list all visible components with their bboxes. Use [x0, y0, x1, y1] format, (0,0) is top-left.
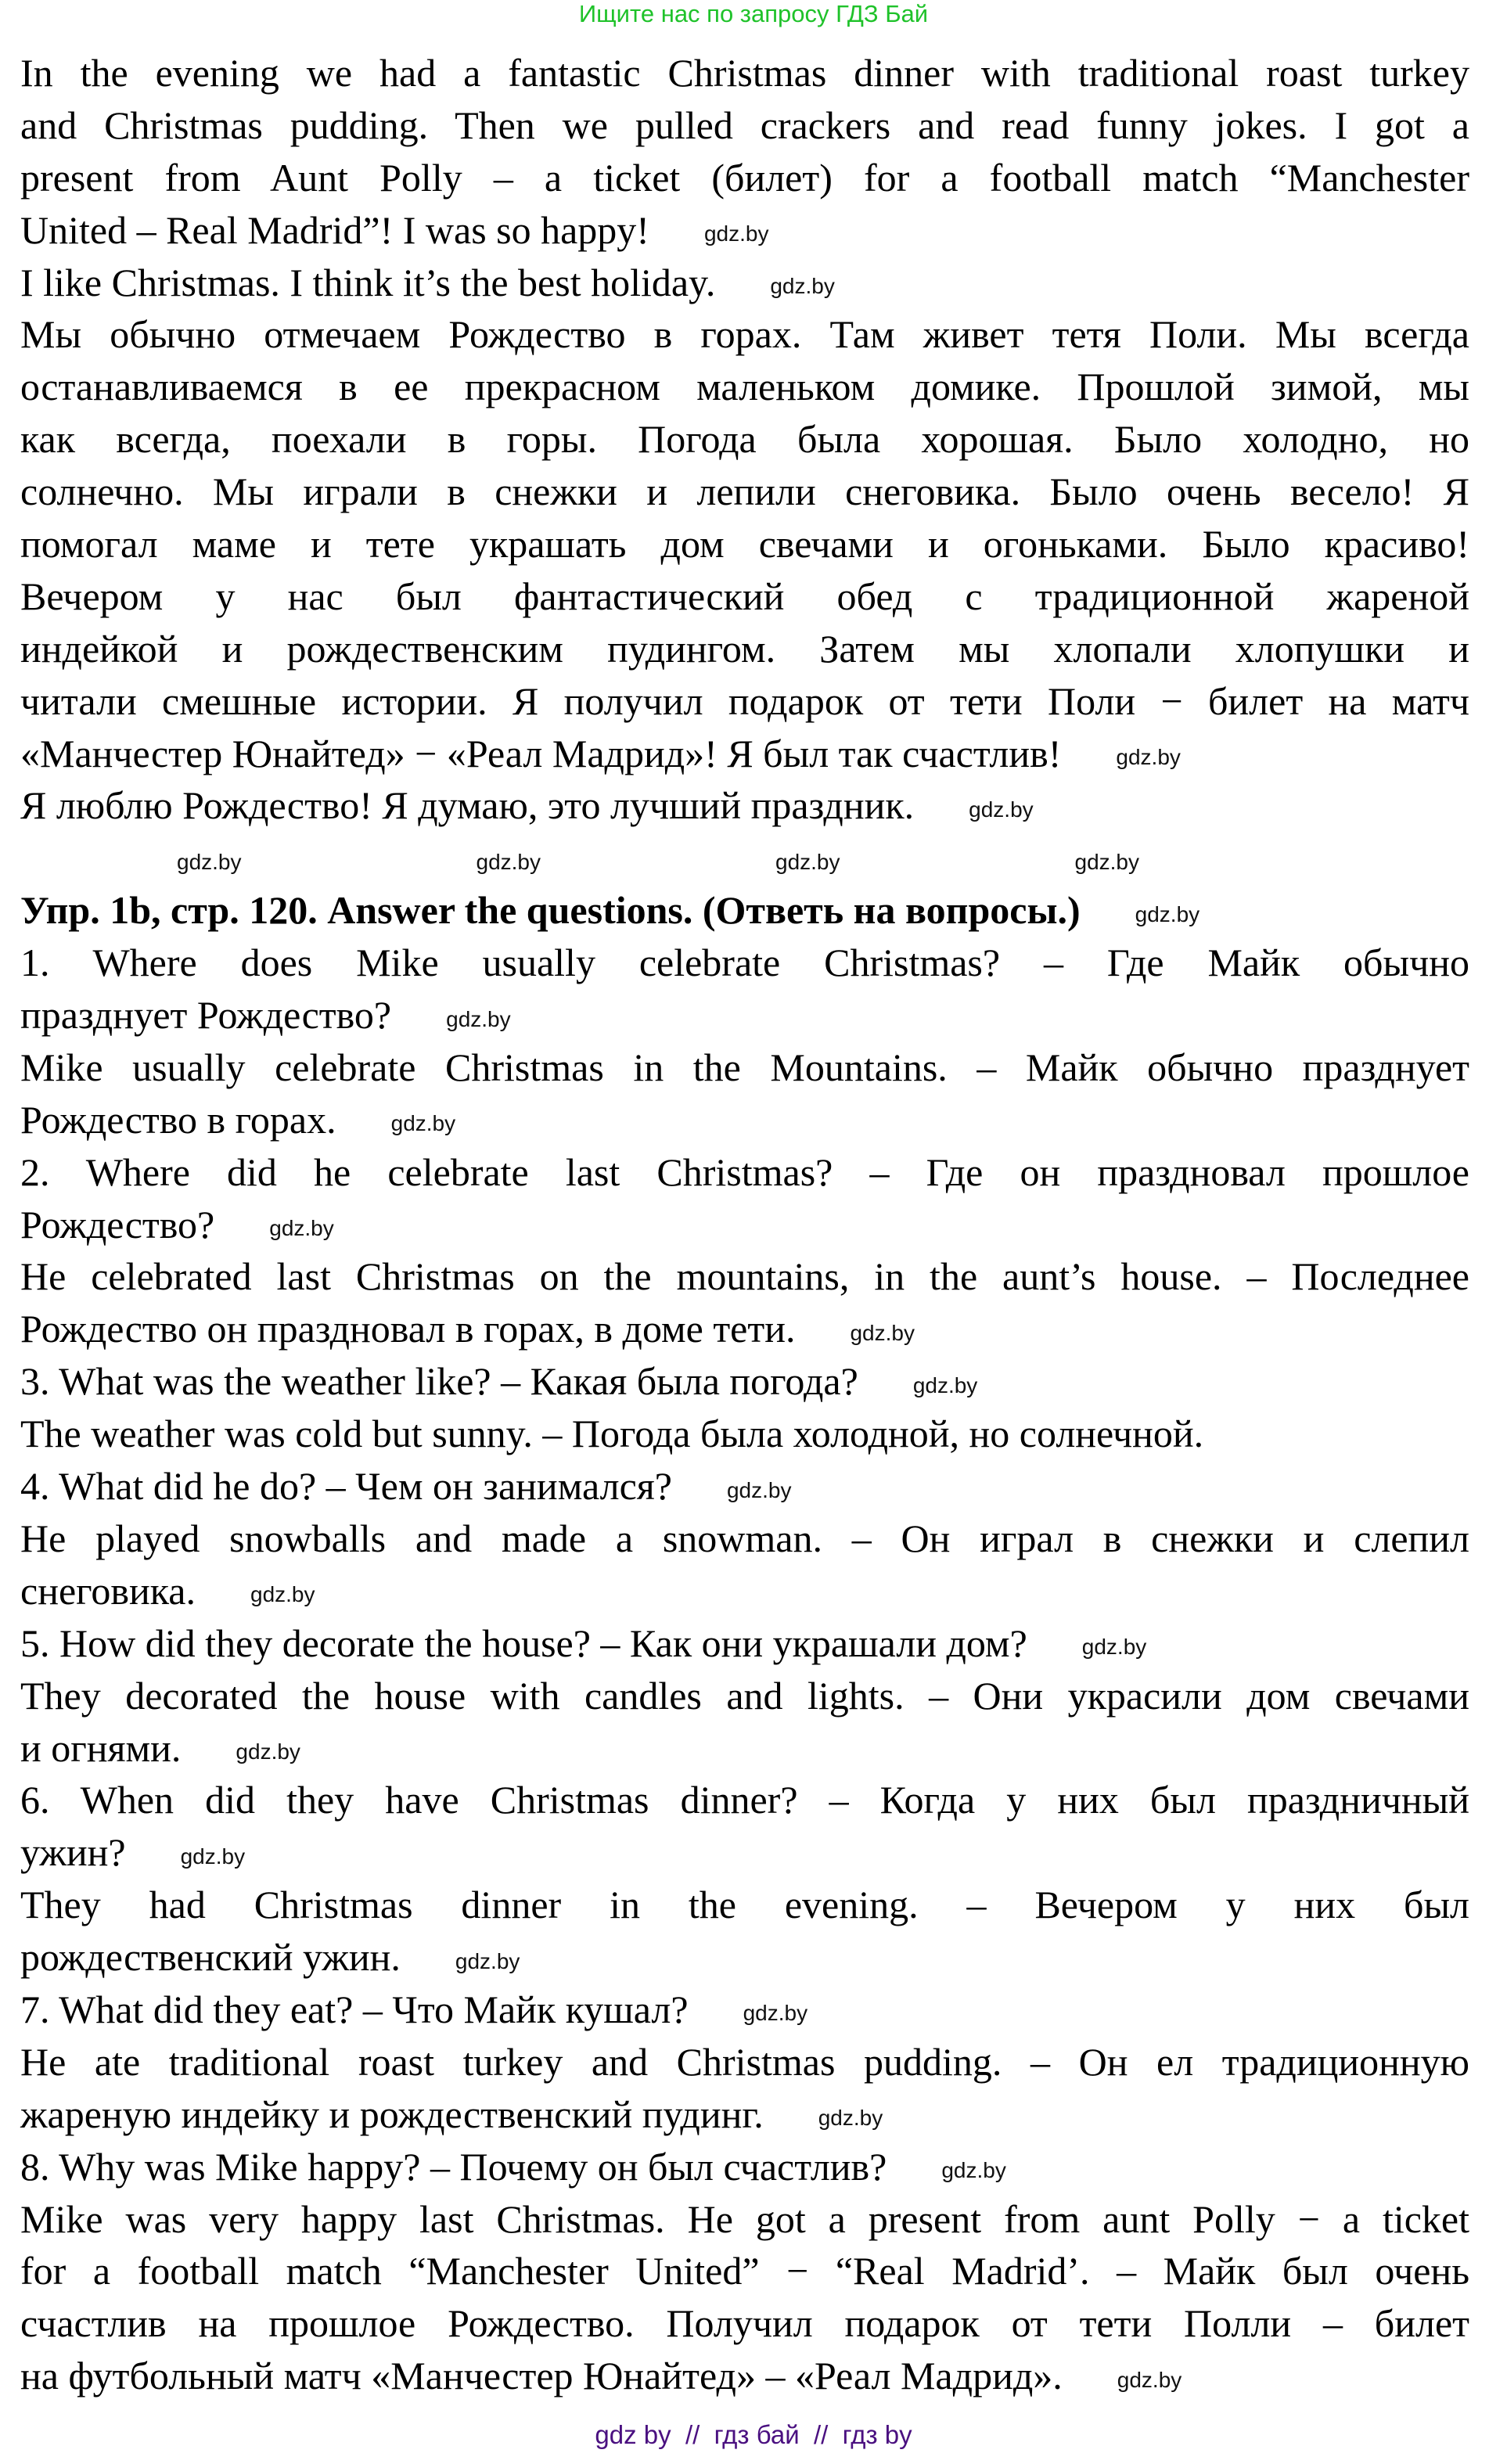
- watermark: gdz.by: [250, 1582, 315, 1607]
- watermark: gdz.by: [726, 1477, 792, 1502]
- line-text: счастлив на прошлое Рождество. Получил подарок от тети Полли – билет: [20, 2301, 1469, 2346]
- text-line: [20, 518, 1469, 570]
- line-text: 4. What did he do? – Чем он занимался?: [20, 1464, 672, 1509]
- watermark: gdz.by: [269, 1216, 334, 1241]
- text-line: [20, 1774, 1469, 1826]
- search-hint-banner: Ищите нас по запросу ГДЗ Бай: [578, 0, 929, 27]
- text-line: [20, 989, 1469, 1041]
- text-line: [20, 1408, 1469, 1460]
- text-line: [20, 2245, 1469, 2297]
- line-text: present from Aunt Polly – a ticket (билет) for a football match “Manchester: [20, 155, 1469, 200]
- text-line: [20, 2350, 1469, 2402]
- text-line: [20, 1250, 1469, 1303]
- watermark: gdz.by: [912, 1372, 978, 1397]
- line-text: Mike was very happy last Christmas. He got a present from aunt Polly − a ticket: [20, 2196, 1469, 2241]
- line-text: They had Christmas dinner in the evening. – Вечером у них был: [20, 1883, 1469, 1927]
- text-line: [20, 2036, 1469, 2088]
- text-line: [20, 1931, 1469, 1984]
- watermark: gdz.by: [775, 849, 840, 874]
- line-text: Рождество в горах.: [20, 1097, 336, 1142]
- line-text: 7. What did they eat? – Что Майк кушал?: [20, 1987, 689, 2031]
- text-line: [20, 1460, 1469, 1513]
- line-text: Я люблю Рождество! Я думаю, это лучший праздник.: [20, 783, 915, 828]
- watermark: gdz.by: [1117, 2367, 1182, 2392]
- line-text: 3. What was the weather like? – Какая была погода?: [20, 1359, 858, 1404]
- watermark: gdz.by: [818, 2106, 883, 2131]
- text-line: [20, 2088, 1469, 2141]
- text-line: [20, 1041, 1469, 1094]
- watermark: gdz.by: [770, 274, 835, 299]
- text-line: [20, 47, 1469, 99]
- line-text: In the evening we had a fantastic Christmas dinner with traditional roast turkey: [20, 51, 1469, 95]
- text-line: [20, 1199, 1469, 1251]
- line-text: The weather was cold but sunny. – Погода была холодной, но солнечной.: [20, 1412, 1204, 1456]
- watermark: gdz.by: [1116, 745, 1181, 770]
- text-line: [20, 675, 1469, 728]
- text-line: [20, 1146, 1469, 1199]
- text-line: [20, 570, 1469, 623]
- watermark: gdz.by: [1074, 849, 1139, 874]
- watermark: gdz.by: [1135, 901, 1200, 926]
- watermark: gdz.by: [180, 1844, 246, 1869]
- line-text: на футбольный матч «Манчестер Юнайтед» – «Реал Мадрид».: [20, 2354, 1063, 2398]
- line-text: and Christmas pudding. Then we pulled crackers and read funny jokes. I got a: [20, 103, 1469, 147]
- line-text: останавливаемся в ее прекрасном маленьком домике. Прошлой зимой, мы: [20, 365, 1469, 409]
- line-text: for a football match “Manchester United” − “Real Madrid’. – Майк был очень: [20, 2249, 1469, 2293]
- line-text: рождественский ужин.: [20, 1935, 401, 1980]
- text-line: [20, 1984, 1469, 2036]
- line-text: They decorated the house with candles and lights. – Они украсили дом свечами: [20, 1673, 1469, 1718]
- text-line: [20, 1722, 1469, 1775]
- text-line: [20, 623, 1469, 675]
- line-text: снеговика.: [20, 1568, 196, 1613]
- text-line: [20, 413, 1469, 466]
- line-text: Вечером у нас был фантастический обед с традиционной жареной: [20, 574, 1469, 618]
- line-text: индейкой и рождественским пудингом. Затем мы хлопали хлопушки и: [20, 626, 1469, 671]
- line-text: He played snowballs and made a snowman. – Он играл в снежки и слепил: [20, 1516, 1469, 1560]
- text-line: [20, 308, 1469, 361]
- watermark: gdz.by: [941, 2158, 1006, 2183]
- text-line: [20, 1513, 1469, 1565]
- line-text: как всегда, поехали в горы. Погода была хорошая. Было холодно, но: [20, 417, 1469, 462]
- text-line: [20, 2193, 1469, 2246]
- line-text: 1. Where does Mike usually celebrate Christmas? – Где Майк обычно: [20, 941, 1469, 985]
- text-line: [20, 99, 1469, 152]
- text-line: [20, 1879, 1469, 1931]
- watermark: gdz.by: [703, 221, 769, 246]
- text-line: [20, 1565, 1469, 1617]
- line-text: United – Real Madrid”! I was so happy!: [20, 207, 649, 252]
- text-line: [20, 204, 1469, 257]
- text-line: [20, 937, 1469, 989]
- text-line: [20, 1670, 1469, 1722]
- line-text: I like Christmas. I think it’s the best holiday.: [20, 260, 716, 304]
- line-text: 6. When did they have Christmas dinner? – Когда у них был праздничный: [20, 1778, 1469, 1822]
- line-text: Рождество?: [20, 1202, 215, 1246]
- watermark: gdz.by: [743, 2001, 808, 2026]
- line-text: 2. Where did he celebrate last Christmas? – Где он праздновал прошлое: [20, 1149, 1469, 1194]
- text-line: [20, 1617, 1469, 1670]
- line-text: Мы обычно отмечаем Рождество в горах. Там живет тетя Поли. Мы всегда: [20, 312, 1469, 357]
- line-text: «Манчестер Юнайтед» − «Реал Мадрид»! Я был так счастлив!: [20, 731, 1062, 775]
- text-line: [20, 152, 1469, 204]
- text-line: [20, 1355, 1469, 1408]
- text-line: [20, 2297, 1469, 2350]
- watermark: gdz.by: [455, 1948, 520, 1973]
- text-line: [20, 257, 1469, 309]
- document-text: [20, 47, 1469, 2402]
- text-line: [20, 728, 1469, 780]
- text-line: [20, 1826, 1469, 1879]
- text-line: [20, 2141, 1469, 2193]
- text-line: [20, 361, 1469, 413]
- line-text: помогал маме и тете украшать дом свечами и огоньками. Было красиво!: [20, 522, 1469, 567]
- line-text: He ate traditional roast turkey and Christmas pudding. – Он ел традиционную: [20, 2039, 1469, 2084]
- watermark: gdz.by: [969, 797, 1034, 822]
- watermark: gdz.by: [850, 1320, 915, 1345]
- line-text: 8. Why was Mike happy? – Почему он был счастлив?: [20, 2144, 887, 2189]
- watermark: gdz.by: [177, 849, 242, 874]
- line-text: Упр. 1b, стр. 120. Answer the questions. (Ответь на вопросы.): [20, 888, 1081, 933]
- exercise-heading: [20, 884, 1469, 937]
- watermark: gdz.by: [476, 849, 541, 874]
- line-text: солнечно. Мы играли в снежки и лепили снеговика. Было очень весело! Я: [20, 469, 1469, 514]
- watermark: gdz.by: [390, 1111, 456, 1136]
- line-text: читали смешные истории. Я получил подарок от тети Поли − билет на матч: [20, 678, 1469, 723]
- line-text: He celebrated last Christmas on the mountains, in the aunt’s house. – Последнее: [20, 1254, 1469, 1299]
- watermark: gdz.by: [446, 1006, 511, 1031]
- text-line: [20, 779, 1469, 832]
- text-line: [20, 466, 1469, 518]
- watermark: gdz.by: [1081, 1635, 1147, 1660]
- line-text: и огнями.: [20, 1725, 182, 1770]
- text-line: [20, 1094, 1469, 1146]
- watermark: gdz.by: [236, 1739, 300, 1764]
- line-text: Mike usually celebrate Christmas in the Mountains. – Майк обычно празднует: [20, 1045, 1469, 1089]
- line-text: 5. How did they decorate the house? – Как они украшали дом?: [20, 1620, 1027, 1665]
- text-line: [20, 1303, 1469, 1355]
- line-text: Рождество он праздновал в горах, в доме тети.: [20, 1307, 796, 1351]
- line-text: ужин?: [20, 1830, 126, 1875]
- footer-links: gdz by // гдз бай // гдз by: [595, 2420, 912, 2449]
- text-line: [20, 832, 1469, 884]
- line-text: празднует Рождество?: [20, 993, 392, 1038]
- line-text: жареную индейку и рождественский пудинг.: [20, 2092, 764, 2136]
